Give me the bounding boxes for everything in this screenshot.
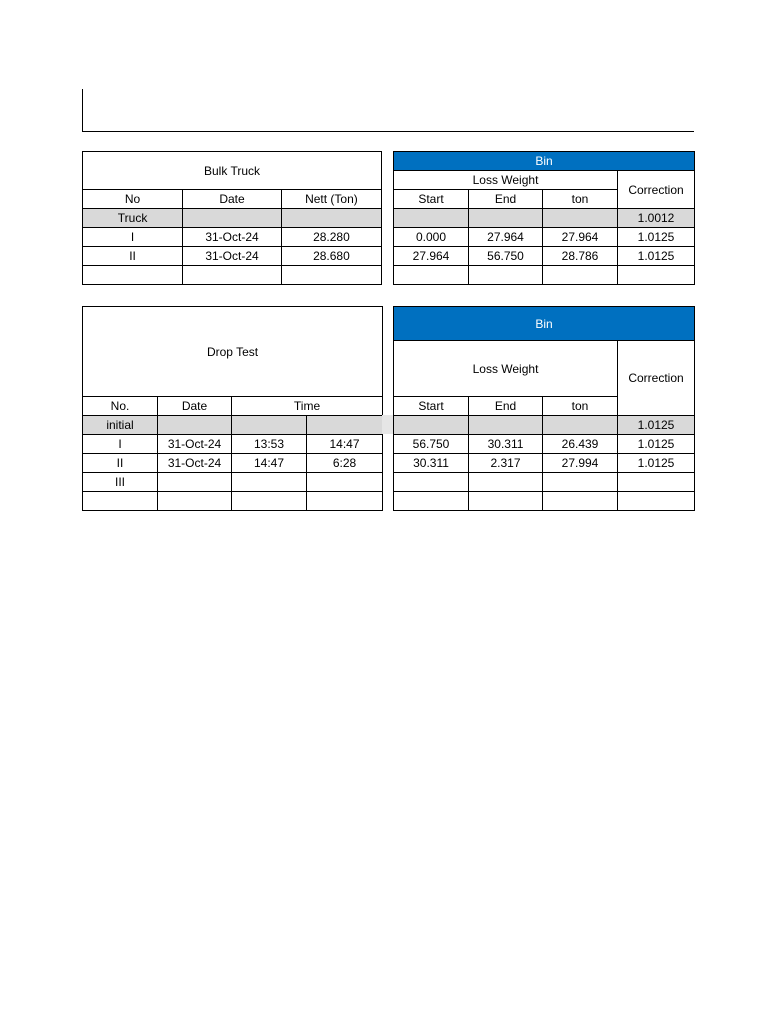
table-cell [618,266,695,285]
table-row [83,473,383,492]
table-cell: 1.0125 [618,247,695,266]
table-cell: 0.000 [394,228,469,247]
table-cell: II [83,247,183,266]
table-header-row [83,190,382,209]
table-cell: 31-Oct-24 [183,228,282,247]
table-row [83,209,382,228]
table-cell: III [83,473,158,492]
table-cell: 1.0125 [618,454,695,473]
table-cell: 28.786 [543,247,618,266]
table-cell: 1.0125 [618,416,695,435]
table-cell [394,209,469,228]
table-cell [232,473,307,492]
table-cell [232,416,307,435]
table-row [394,266,695,285]
table-cell [469,416,543,435]
table-cell [543,473,618,492]
table-cell [83,266,183,285]
table-row [394,209,695,228]
loss-weight-header: Loss Weight [394,341,618,397]
table-cell [307,492,383,511]
table-cell: 30.311 [469,435,543,454]
table-cell: 28.280 [281,228,381,247]
drop-test-table [82,306,383,511]
table-cell: Truck [83,209,183,228]
header-time: Time [232,397,383,416]
table-cell [394,416,469,435]
table-cell [618,473,695,492]
table-cell [281,266,381,285]
table-cell: 56.750 [469,247,543,266]
table-cell [307,473,383,492]
table-cell: 56.750 [394,435,469,454]
table-cell [543,416,618,435]
table-cell [158,492,232,511]
table-cell [469,266,543,285]
table-cell [394,473,469,492]
bulk-truck-title: Bulk Truck [83,152,382,190]
header-ton: ton [543,397,618,416]
table-cell [158,473,232,492]
table-cell: 27.964 [469,228,543,247]
table-cell: initial [83,416,158,435]
table-cell: I [83,228,183,247]
header-end: End [469,190,543,209]
header-no: No [83,190,183,209]
table-cell: 28.680 [281,247,381,266]
table-cell [469,492,543,511]
table-cell [183,209,282,228]
drop-test-title: Drop Test [83,307,383,397]
page-margin-line-vertical [82,89,83,132]
bin-title: Bin [394,152,695,171]
table-cell: 27.964 [543,228,618,247]
bin-table-2 [393,306,695,511]
loss-weight-header: Loss Weight [394,171,618,190]
table-row [83,228,382,247]
table-row [394,473,695,492]
table-cell [618,492,695,511]
table-cell: 1.0125 [618,435,695,454]
header-no: No. [83,397,158,416]
header-date: Date [158,397,232,416]
table-cell: 27.994 [543,454,618,473]
table-cell: 1.0125 [618,228,695,247]
header-ton: ton [543,190,618,209]
header-end: End [469,397,543,416]
table-cell: I [83,435,158,454]
table-cell: 6:28 [307,454,383,473]
table-row [394,228,695,247]
table-cell: 2.317 [469,454,543,473]
header-start: Start [394,397,469,416]
correction-header: Correction [618,341,695,416]
table-cell [469,209,543,228]
table-row [394,454,695,473]
table-row [83,435,383,454]
table-row [83,247,382,266]
table-cell [183,266,282,285]
table-cell [469,473,543,492]
table-row [83,492,383,511]
page-margin-line-horizontal [82,131,694,132]
table-cell [83,492,158,511]
table-cell [232,492,307,511]
table-cell [158,416,232,435]
table-cell [394,492,469,511]
table-cell [307,416,383,435]
table-cell: II [83,454,158,473]
table-cell [543,209,618,228]
table-row [394,416,695,435]
table-row [394,492,695,511]
header-nett-ton: Nett (Ton) [281,190,381,209]
bin-title: Bin [394,307,695,341]
table-cell: 14:47 [232,454,307,473]
table-header-row [83,397,383,416]
header-date: Date [183,190,282,209]
bulk-truck-table [82,151,382,285]
table-cell [543,492,618,511]
table-row [394,435,695,454]
table-cell [281,209,381,228]
table-row [394,247,695,266]
table-cell: 14:47 [307,435,383,454]
correction-header: Correction [618,171,695,209]
table-row [83,416,383,435]
table-cell [543,266,618,285]
table-cell: 31-Oct-24 [158,435,232,454]
header-start: Start [394,190,469,209]
bin-table-1 [393,151,695,285]
table-cell: 27.964 [394,247,469,266]
table-cell: 31-Oct-24 [183,247,282,266]
table-cell: 31-Oct-24 [158,454,232,473]
table-cell [394,266,469,285]
table-cell: 13:53 [232,435,307,454]
table-row [83,454,383,473]
table-cell: 1.0012 [618,209,695,228]
table-cell: 30.311 [394,454,469,473]
table-cell: 26.439 [543,435,618,454]
gap-shade [382,415,393,434]
table-row [83,266,382,285]
